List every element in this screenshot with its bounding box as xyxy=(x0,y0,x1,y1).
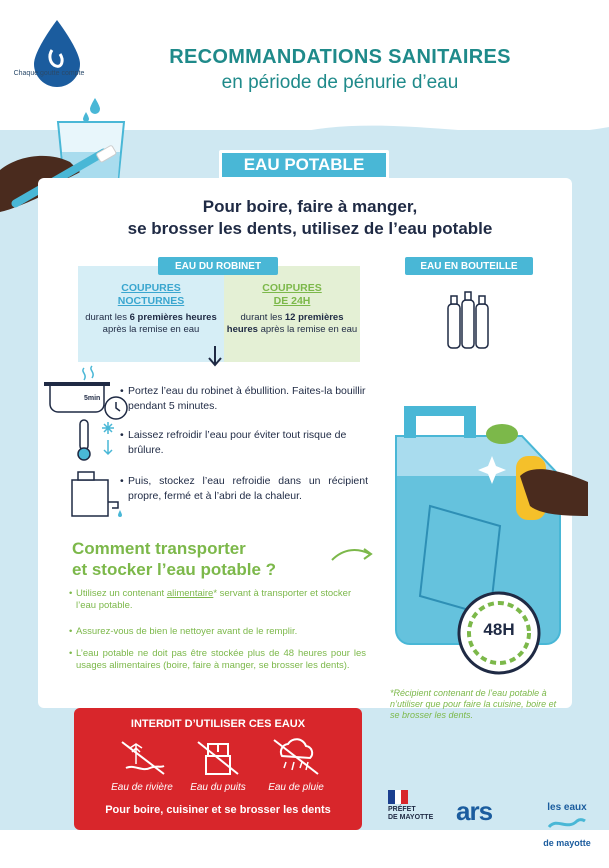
transport-bullet-2: • Assurez-vous de bien le nettoyer avant de le remplir. xyxy=(76,626,366,638)
nocturnes-text-bold: 6 premières heures xyxy=(129,312,217,323)
page-title: RECOMMANDATIONS SANITAIRES xyxy=(169,46,511,68)
well-crossed-icon xyxy=(196,738,240,778)
interdit-riviere-label: Eau de rivière xyxy=(111,782,173,793)
eaux-line2: de mayotte xyxy=(543,838,591,848)
rain-crossed-icon xyxy=(272,736,320,778)
headline-line1: Pour boire, faire à manger, xyxy=(202,197,418,216)
step-boil: • Portez l’eau du robinet à ébullition. Faites-la bouillir pendant 5 minutes. xyxy=(128,384,368,414)
bullet1-post: * servant à transporter et stocker l’eau potable. xyxy=(76,588,352,611)
nocturnes-text-pre: durant les xyxy=(85,312,130,323)
water-drop-logo-icon xyxy=(22,12,92,90)
h24-text-post: après la remise en eau xyxy=(257,324,358,335)
prefet-mayotte-logo xyxy=(388,806,444,822)
clock-48h-label: 48H xyxy=(483,620,515,639)
jerrycan-icon xyxy=(68,466,124,520)
nocturnes-title-line1: COUPURES xyxy=(121,282,181,294)
arrow-right-icon xyxy=(330,546,374,564)
ars-logo: ars xyxy=(456,796,493,826)
step-cool: • Laissez refroidir l’eau pour éviter tout risque de brûlure. xyxy=(128,428,368,458)
water-bottles-icon xyxy=(444,290,500,352)
h24-text-bold: 12 premières heures xyxy=(226,312,344,335)
card-tab-eau-potable: EAU POTABLE xyxy=(219,150,389,180)
page-subtitle: en période de pénurie d’eau xyxy=(221,72,459,93)
logo-tagline: Chaque goutte compte xyxy=(13,70,85,77)
bullet1-pre: Utilisez un contenant xyxy=(76,588,167,599)
interdit-title: INTERDIT D’UTILISER CES EAUX xyxy=(130,718,306,730)
nocturnes-title xyxy=(78,282,224,308)
interdit-bottom-text: Pour boire, cuisiner et se brosser les dents xyxy=(105,804,331,816)
nocturnes-title-line2: NOCTURNES xyxy=(117,295,185,307)
h24-title-line1: COUPURES xyxy=(262,282,322,294)
transport-title xyxy=(72,538,352,580)
h24-title xyxy=(224,282,360,308)
eaux-line1: les eaux xyxy=(547,802,587,813)
headline-line2: se brosser les dents, utilisez de l’eau potable xyxy=(127,219,493,238)
h24-text-pre: durant les xyxy=(240,312,285,323)
interdit-puits-label: Eau du puits xyxy=(190,782,246,793)
eau-en-bouteille-label: EAU EN BOUTEILLE xyxy=(405,257,533,275)
bullet1-underlined: alimentaire xyxy=(166,588,214,599)
coupures-24h-box xyxy=(224,266,360,362)
marianne-flag-icon xyxy=(388,790,408,804)
interdit-box xyxy=(74,708,362,830)
eau-du-robinet-label: EAU DU ROBINET xyxy=(158,257,278,275)
h24-title-line2: DE 24H xyxy=(273,295,311,307)
thermometer-snowflake-icon xyxy=(76,418,118,462)
transport-bullet-1 xyxy=(76,588,366,612)
prefet-line2: DE MAYOTTE xyxy=(388,814,434,821)
step-store: • Puis, stockez l’eau refroidie dans un récipient propre, fermé et à l’abri de la chaleur. xyxy=(128,474,368,504)
recipient-footnote: *Récipient contenant de l’eau potable à n’utiliser que pour faire la cuisine, boire et se brosser les dents. xyxy=(390,688,557,720)
transport-title-line2: et stocker l’eau potable ? xyxy=(72,560,277,579)
nocturnes-text xyxy=(78,312,224,336)
transport-bullet-3: • L’eau potable ne doit pas être stockée plus de 48 heures pour les usages alimentaires (boire, faire à manger, se brosser les dents). xyxy=(76,648,366,672)
timer-label: 5min xyxy=(84,395,101,402)
nocturnes-text-post: après la remise en eau xyxy=(102,324,200,335)
eaux-wave-icon xyxy=(547,813,587,833)
interdit-pluie-label: Eau de pluie xyxy=(268,782,324,793)
eaux-de-mayotte-logo xyxy=(536,802,598,848)
card-headline xyxy=(60,196,560,240)
transport-title-line1: Comment transporter xyxy=(72,539,246,558)
river-crossed-icon xyxy=(120,738,166,778)
arrow-down-icon xyxy=(206,346,224,368)
prefet-line1: PRÉFET xyxy=(388,806,416,813)
coupures-nocturnes-box xyxy=(78,266,224,362)
h24-text xyxy=(224,312,360,336)
